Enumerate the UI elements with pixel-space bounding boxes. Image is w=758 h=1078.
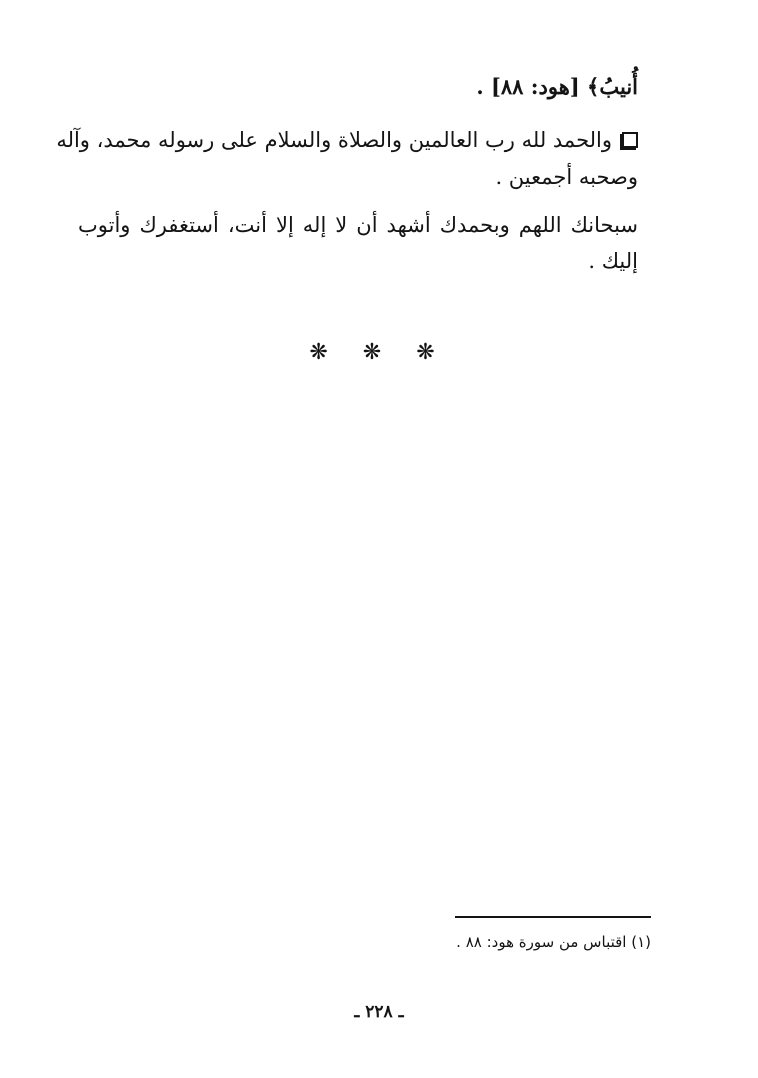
verse-ending-line: أُنيبُ﴾ [هود: ٨٨] .	[476, 74, 638, 99]
checkbox-icon	[622, 132, 638, 148]
supplication-line-2: إليك .	[588, 249, 638, 273]
footnote-divider	[455, 916, 651, 918]
closing-praise-line-1	[56, 125, 638, 155]
footnote: (١) اقتباس من سورة هود: ٨٨ .	[456, 933, 651, 951]
page-number: ـ ٢٢٨ ـ	[354, 1002, 404, 1022]
closing-praise-line-2: وصحبه أجمعين .	[495, 165, 638, 189]
section-separator: ❋ ❋ ❋	[309, 340, 449, 365]
supplication-line-1: سبحانك اللهم وبحمدك أشهد أن لا إله إلا أنت، أستغفرك وأتوب	[78, 213, 638, 237]
closing-praise-text: والحمد لله رب العالمين والصلاة والسلام على رسوله محمد، وآله	[56, 128, 612, 152]
